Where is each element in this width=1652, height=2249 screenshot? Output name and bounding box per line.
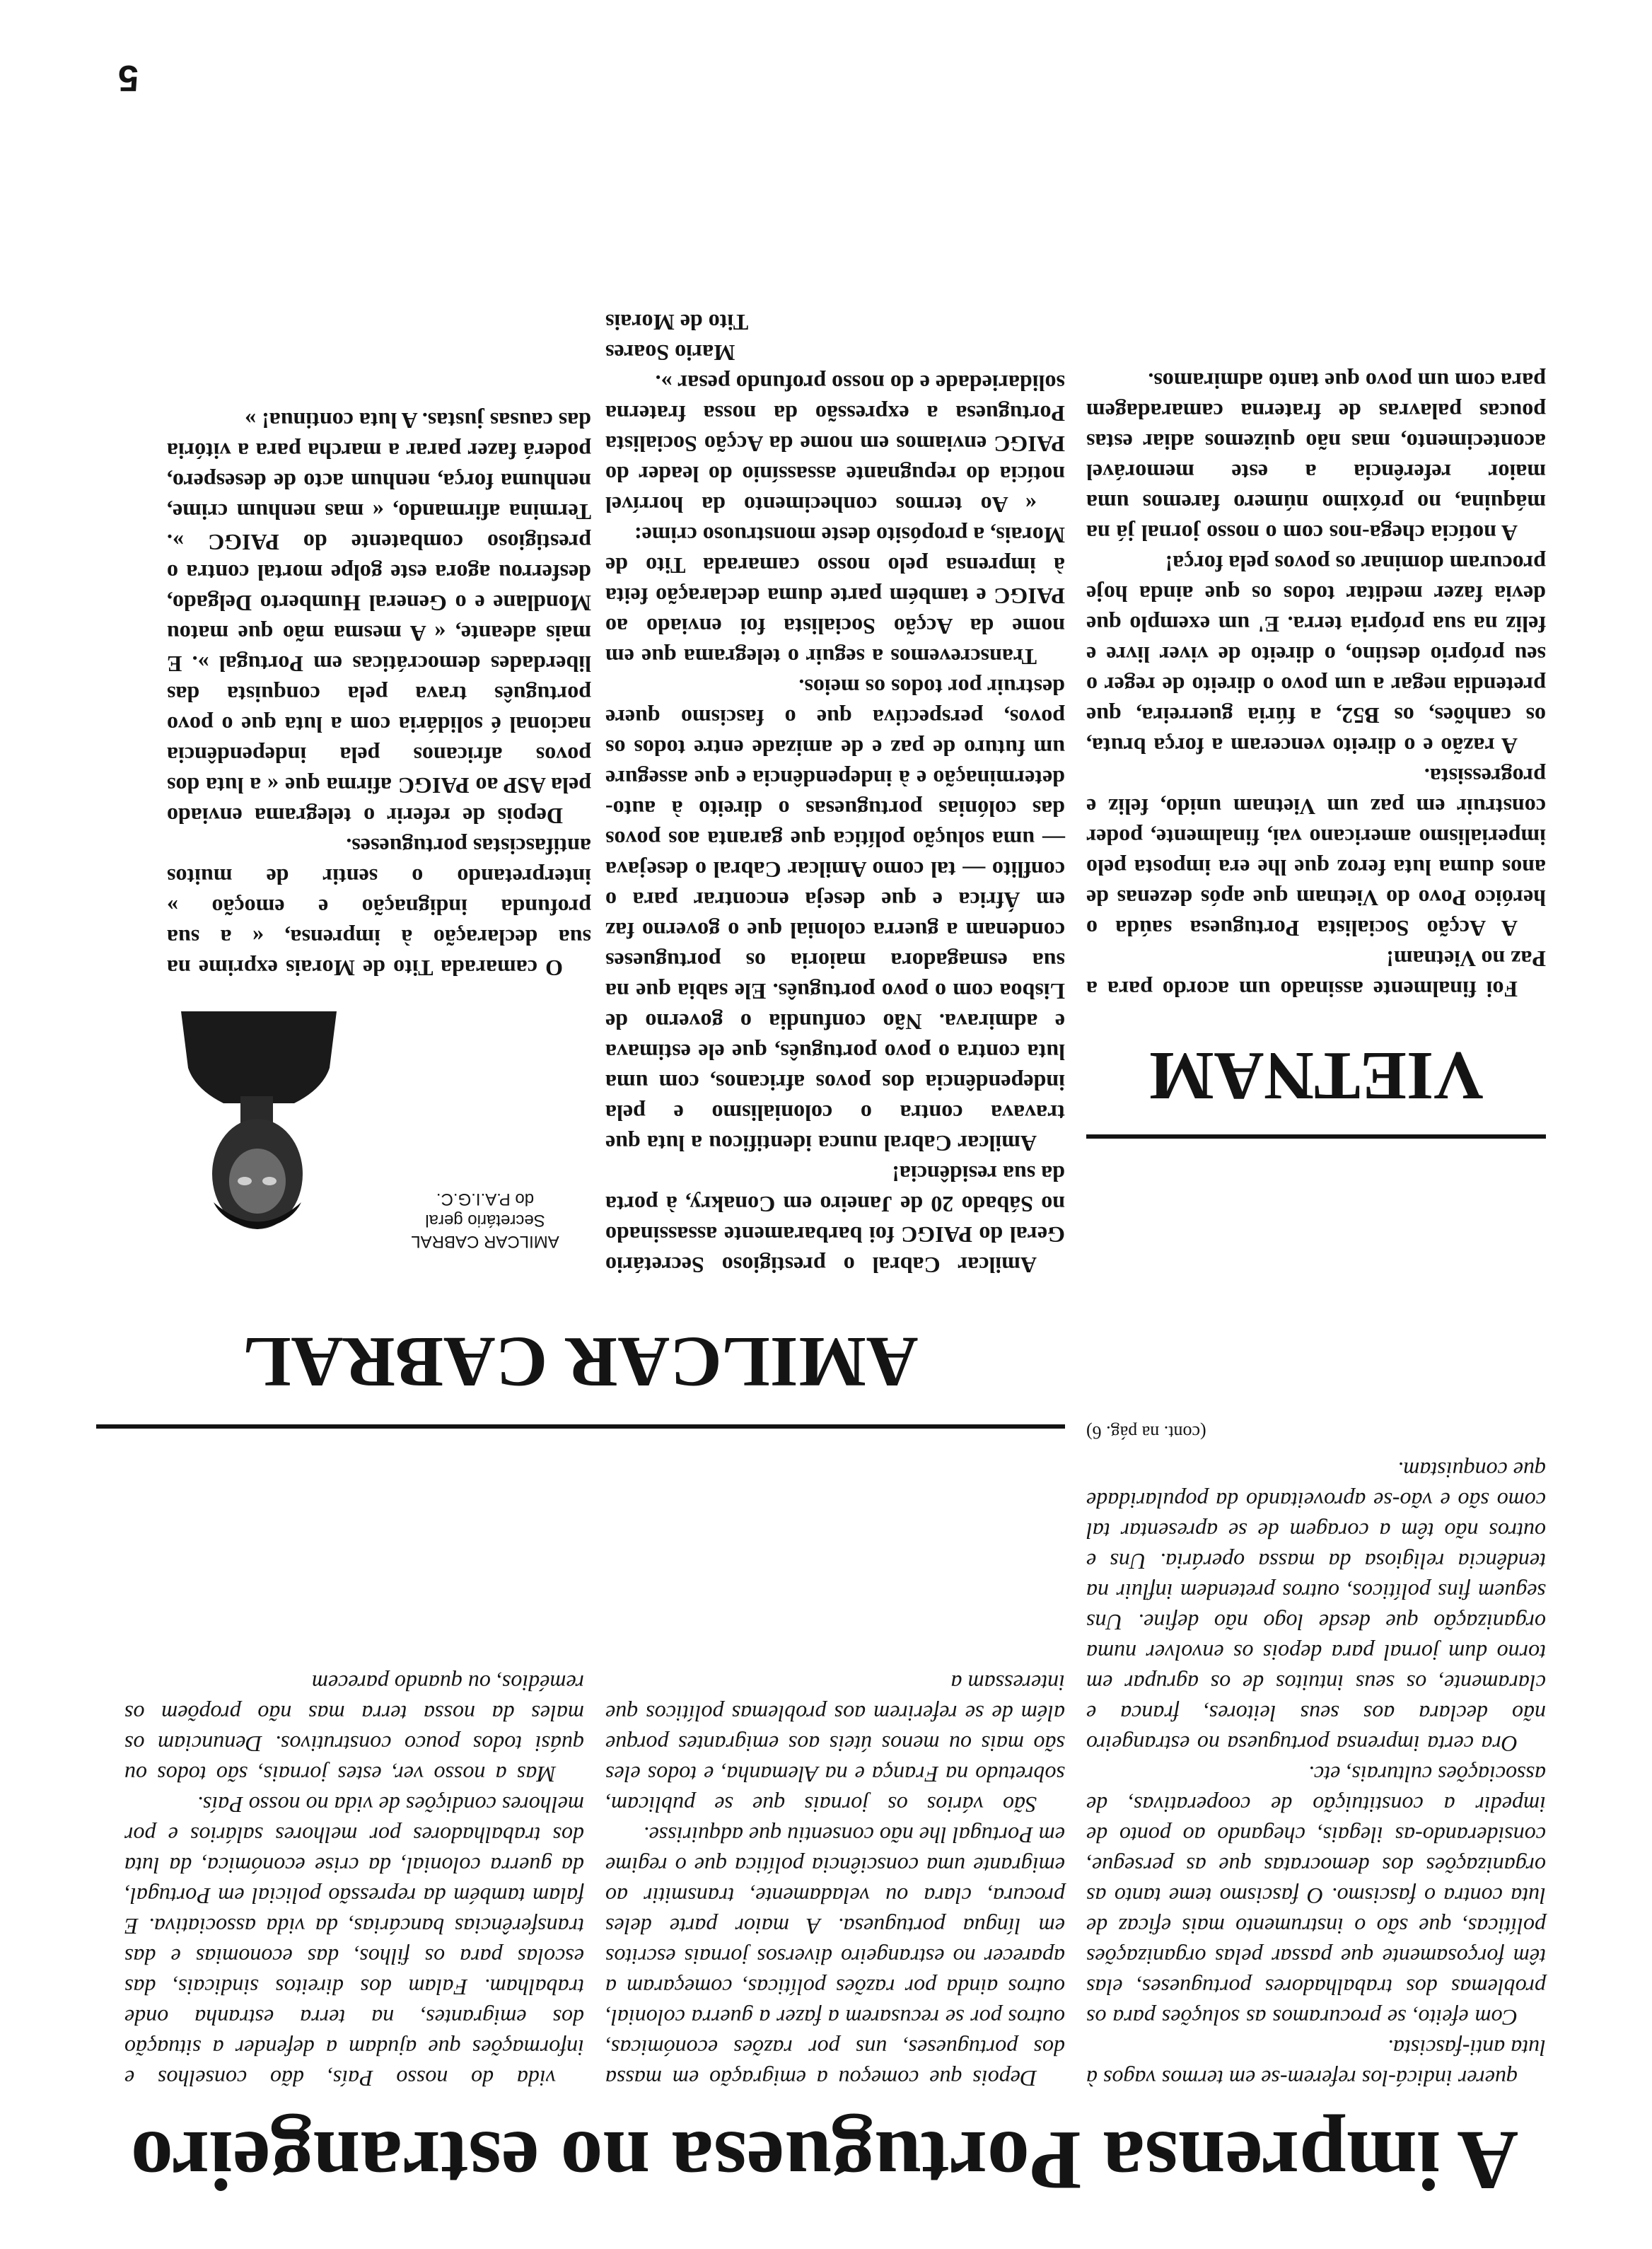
caption-line: Secretário geral	[425, 1211, 545, 1230]
signature-mario-soares: Mario Soares	[605, 340, 735, 366]
paragraph: O camarada Tito de Morais exprime na sua declaração à imprensa, « a sua profunda indignação e emoção » interpretando o sentir de muitos antifascistas portugueses.	[167, 834, 591, 981]
paragraph: Foi finalmente assinado um acordo para a Paz no Vietnam!	[1086, 946, 1546, 1002]
headline-cabral: AMILCAR CABRAL	[243, 1322, 919, 1402]
paragraph: São vários os jornais que se publicam, sobretudo na França e na Alemanha, e todos eles são mais ou menos úteis aos emigrantes porque além de se referirem aos problemas políticos que interessam a	[605, 1670, 1065, 1818]
paragraph: Depois de referir o telegrama enviado pela ASP ao PAIGC afirma que « a luta dos povos africanos pela independência nacional é solidária com a luta que o povo português trava pela conquista das liberdades democráticas em Portugal ». E mais adeante, « A mesma mão que matou Mondlane e o General Humberto Delgado, desferrou agora este golpe mortal contra o prestigioso combatente do PAIGC ». Termina afirmando, « mas nenhum crime, nenhuma força, nenhum acto de desespero, poderá fazer parar a marcha para a vitória das causas justas. A luta continua! »	[167, 408, 591, 829]
paragraph: A notícia chega-nos com o nosso jornal já na máquina, no próximo número faremos uma maior referência a este memorável acontecimento, mas não quizemos adiar estas poucas palavras de fraterna camaradagem para com um povo que tanto admiramos.	[1086, 368, 1546, 546]
paragraph: « Ao termos conhecimento da horrível notícia do repugnante assassínio do leader do PAIGC enviamos em nome da Acção Socialista Portuguesa a expressão da nossa fraterna solidariedade e do nosso profundo pesar ».	[605, 371, 1065, 518]
signature-tito-de-morais: Tito de Morais	[605, 310, 749, 335]
headline-vietnam: VIETNAM	[1148, 1038, 1484, 1114]
paragraph: Depois que começou a emigração em massa dos portugueses, uns por razões económicas, outros por se recusarem a fazer a guerra colonial, outros ainda por razões políticas, começaram a aparecer no estrangeiro diversos jornais escritos em língua portuguesa. A maior parte deles procura, clara ou veladamente, transmitir ao emigrante uma consciência política que o regime em Portugal lhe não consentiu que adquirisse.	[605, 1823, 1065, 2091]
page-number: 5	[118, 57, 139, 98]
paragraph: vida do nosso País, dão conselhos e informações que ajudam a defender a situação dos emigrantes, na terra estranha onde trabalham. Falam dos direitos sindicais, das escolas para os filhos, das economias e das transferências bancárias, da vida associativa. E falam também da repressão policial em Portugal, da guerra colonial, da crise económica, da luta dos trabalhadores por melhores salários e por melhores condições de vida no nosso País.	[124, 1792, 584, 2091]
vietnam-column	[1086, 366, 1546, 1004]
continuation-note: (cont. na pág. 6)	[1086, 1422, 1206, 1443]
caption-line: do P.A.I.G.C.	[436, 1190, 535, 1209]
headline-imprensa: A imprensa Portuguesa no estrangeiro	[130, 2114, 1519, 2208]
vietnam-divider	[1086, 1134, 1546, 1139]
paragraph: A Acção Socialista Portuguesa saúda o heróico Povo do Vietnam que após dezenas de anos duma luta feroz que lhe era imposta pelo imperialismo americano vai, finalmente, poder construir em paz um Vietnam unido, feliz e progressista.	[1086, 764, 1546, 941]
paragraph: Ora certa imprensa portuguesa no estrangeiro não declara aos seus leitores, franca e claramente, os seus intuitos de os agrupar em torno dum jornal para depois os envolver numa organização que desde logo não define. Uns seguem fins políticos, outros pretendem influir na tendência religiosa da massa operária. Uns e outros não têm a coragem de se apresentar tal como são e vão-se aproveitando da popularidade que conquistam.	[1086, 1458, 1546, 1757]
paragraph: Amilcar Cabral o prestigioso Secretário Geral do PAIGC foi barbaramente assassinado no Sábado 20 de Janeiro em Conakry, à porta da sua residência!	[605, 1161, 1065, 1278]
paragraph: Transcrevemos a seguir o telegrama que em nome da Acção Socialista foi enviado ao PAIGC e também parte duma declaração feita à imprensa pelo nosso camarada Tito de Morais, a propósito deste monstruoso crime:	[605, 523, 1065, 670]
paragraph: Mas a nosso ver, estes jornais, são todos ou quási todos pouco construtivos. Denunciam os males da nossa terra mas não propõem os remédios, ou quando parecem	[124, 1670, 584, 1787]
paragraph: Com efeito, se procuramos as soluções para os problemas dos trabalhadores portugueses, elas têm forçosamente que passar pelas organizações políticas, que são o instrumento mais eficaz de luta contra o fascismo. O fascismo teme tanto as organizações dos democratas que as persegue, considerando-as ilegais, chegando ao ponto de impedir a constituição de cooperativas, de associações culturais, etc.	[1086, 1762, 1546, 2030]
paragraph: Amilcar Cabral nunca identificou a luta que travava contra o colonialismo e pela independência dos povos africanos, com uma luta contra o povo português, que ele estimava e admirava. Não confundia o governo de Lisboa com o povo português. Ele sabia que na sua esmagadora maioria os portugueses condenam a guerra colonial que o governo faz em África e que deseja encontrar para o conflito — tal como Amilcar Cabral o desejava — uma solução política que garanta aos povos das colónias portuguesas o direito à auto-determinação e à independência e que assegure um futuro de paz e de amizade entre todos os povos, perspectiva que o fascismo quere destruir por todos os meios.	[605, 675, 1065, 1156]
caption-line: AMILCAR CABRAL	[411, 1232, 559, 1251]
imprensa-column-3-text-final	[1086, 1417, 1546, 2093]
paragraph: querer indicá-los referem-se em termos vagos à luta anti-fascista.	[1086, 2035, 1546, 2091]
paragraph: A razão e o direito venceram a força bruta, os canhões, os B52, a fúria guerreira, que pretendia negar a um povo o direito de reger o seu próprio destino, o direito de viver livre e feliz na sua própria terra. E' um exemplo que devia fazer meditar todos os que ainda hoje procuram dominar os povos pela força!	[1086, 551, 1546, 759]
